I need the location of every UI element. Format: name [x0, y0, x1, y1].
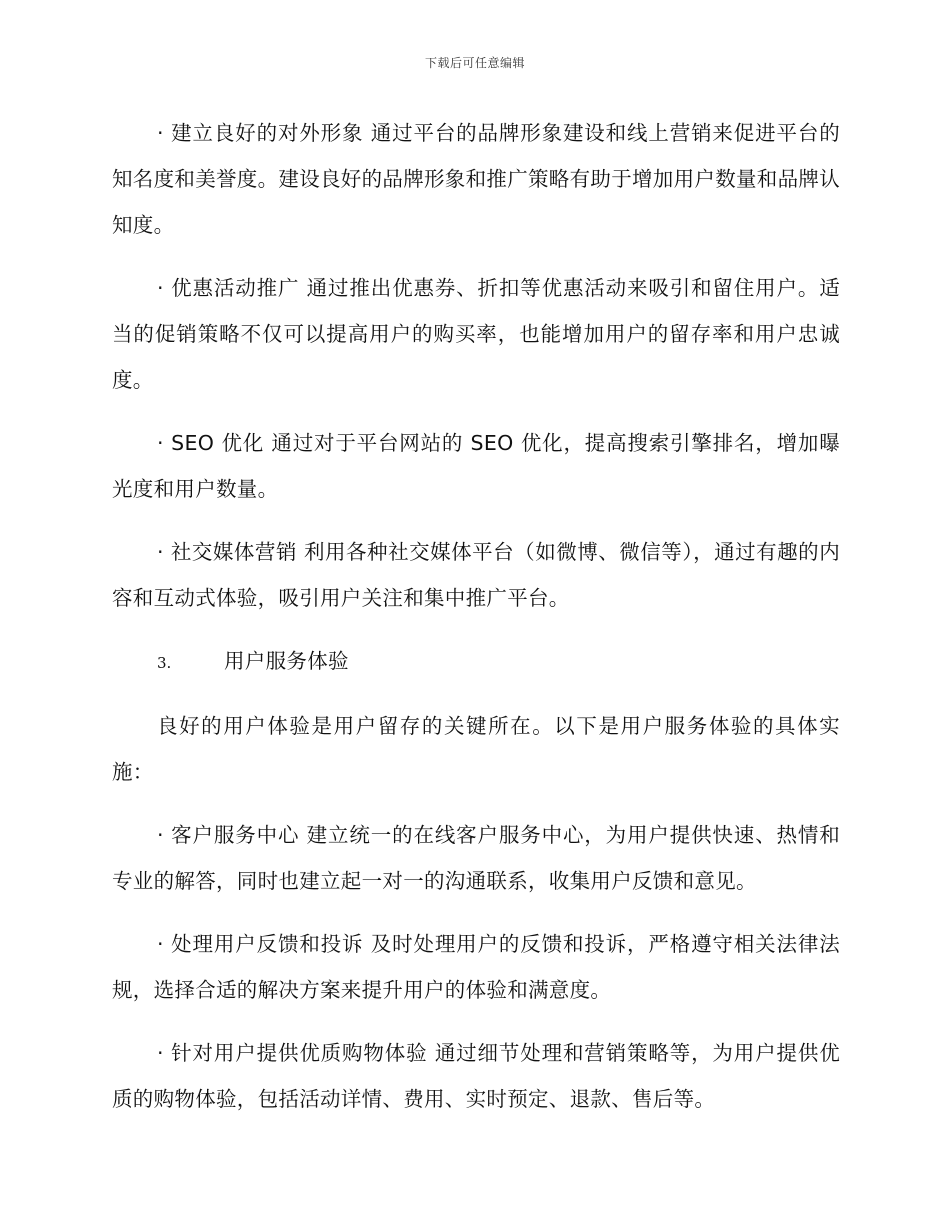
- paragraph-seo: · SEO 优化 通过对于平台网站的 SEO 优化，提高搜索引擎排名，增加曝光度和用户数量。: [112, 431, 840, 501]
- section-heading: [112, 638, 840, 686]
- document-body: [112, 110, 840, 1139]
- paragraph-feedback: · 处理用户反馈和投诉 及时处理用户的反馈和投诉，严格遵守相关法律法规，选择合适的解决方案来提升用户的体验和满意度。: [112, 932, 840, 1002]
- page-header: 下载后可任意编辑: [424, 56, 525, 70]
- section-number: 3.: [157, 654, 172, 672]
- paragraph-intro: 良好的用户体验是用户留存的关键所在。以下是用户服务体验的具体实施：: [112, 714, 840, 784]
- section-title: 用户服务体验: [224, 649, 349, 673]
- paragraph-shopping-experience: · 针对用户提供优质购物体验 通过细节处理和营销策略等，为用户提供优质的购物体验，包括活动详情、费用、实时预定、退款、售后等。: [112, 1041, 840, 1111]
- paragraph-brand-image: · 建立良好的对外形象 通过平台的品牌形象建设和线上营销来促进平台的知名度和美誉度。建设良好的品牌形象和推广策略有助于增加用户数量和品牌认知度。: [112, 121, 840, 237]
- paragraph-promotions: · 优惠活动推广 通过推出优惠券、折扣等优惠活动来吸引和留住用户。适当的促销策略不仅可以提高用户的购买率，也能增加用户的留存率和用户忠诚度。: [112, 276, 840, 392]
- paragraph-social-media: · 社交媒体营销 利用各种社交媒体平台（如微博、微信等），通过有趣的内容和互动式体验，吸引用户关注和集中推广平台。: [112, 540, 840, 610]
- paragraph-service-center: · 客户服务中心 建立统一的在线客户服务中心，为用户提供快速、热情和专业的解答，同时也建立起一对一的沟通联系，收集用户反馈和意见。: [112, 823, 840, 893]
